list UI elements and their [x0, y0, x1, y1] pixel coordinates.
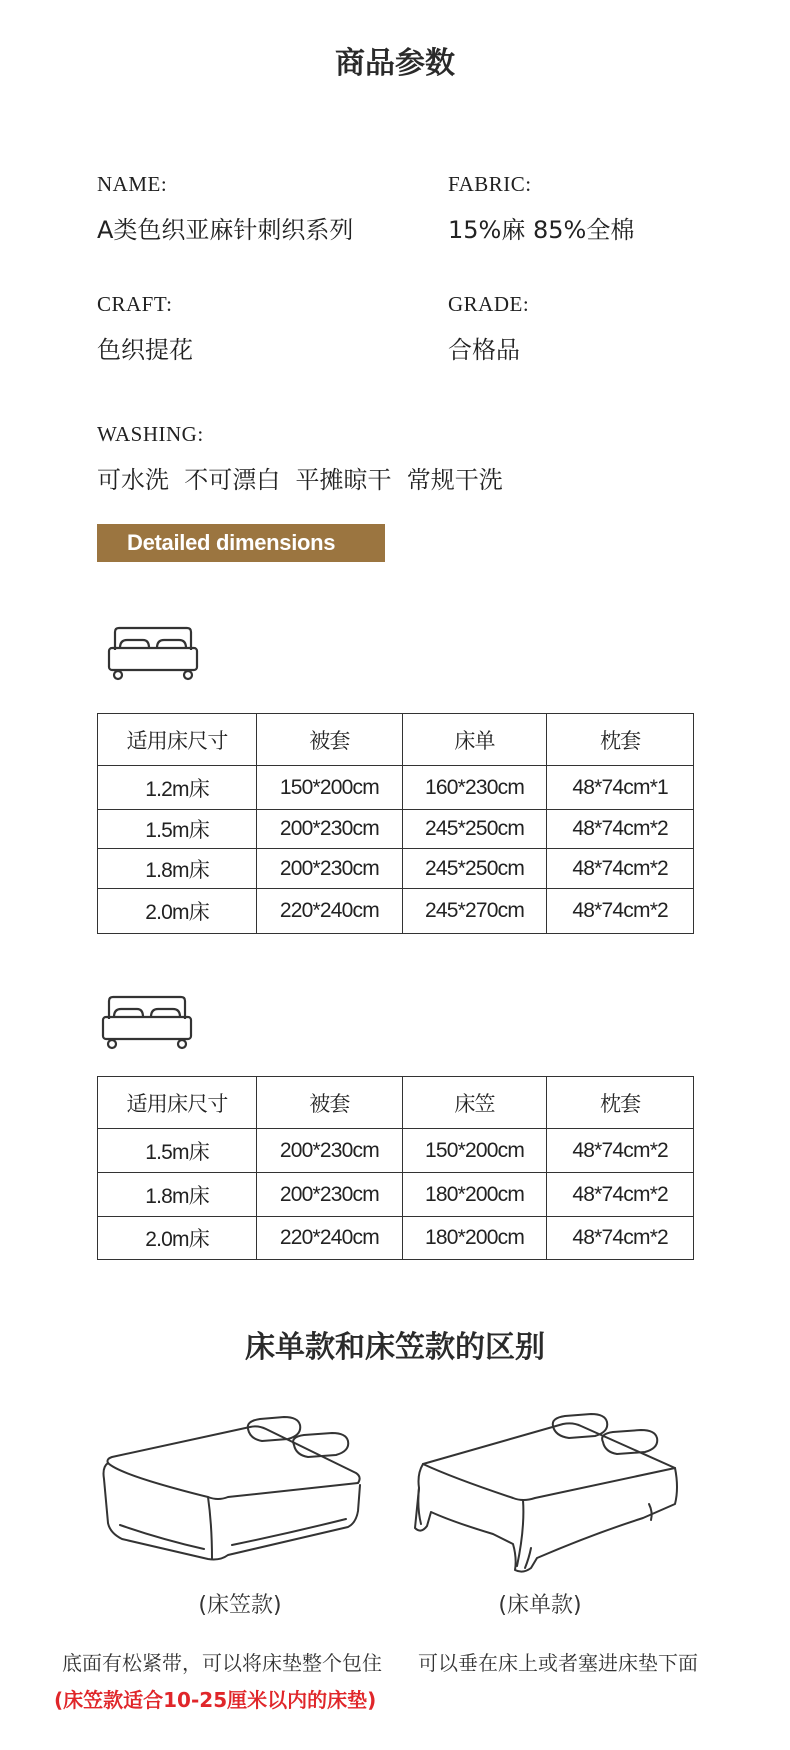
fitted-highlight: (床笠款适合10-25厘米以内的床垫) [54, 1688, 377, 1712]
table-cell: 200*230cm [257, 1129, 403, 1173]
fitted-caption: (床笠款) [198, 1593, 282, 1618]
table-row [98, 810, 694, 849]
table-cell: 1.5m床 [98, 810, 257, 849]
table-cell: 48*74cm*2 [547, 849, 694, 889]
table-row [98, 1129, 694, 1173]
table-cell: 48*74cm*2 [547, 889, 694, 934]
header-cell: 适用床尺寸 [98, 714, 257, 766]
fitted-note: 底面有松紧带，可以将床垫整个包住 [62, 1651, 382, 1675]
header-cell: 床笠 [402, 1077, 547, 1129]
table-cell: 2.0m床 [98, 889, 257, 934]
flat-caption: (床单款) [498, 1593, 582, 1618]
fitted-sheet-illustration [100, 1415, 370, 1565]
compare-title: 床单款和床笠款的区别 [245, 1330, 545, 1365]
table-cell: 48*74cm*2 [547, 1173, 694, 1217]
table-row [98, 766, 694, 810]
table-cell: 1.5m床 [98, 1129, 257, 1173]
fabric-label: FABRIC: [448, 172, 532, 196]
washing-label: WASHING: [97, 422, 204, 446]
table-cell: 1.8m床 [98, 1173, 257, 1217]
page-title: 商品参数 [335, 46, 455, 81]
table-cell: 200*230cm [257, 849, 403, 889]
table-cell: 48*74cm*2 [547, 1217, 694, 1260]
size-table-fitted [97, 1076, 694, 1260]
flat-sheet-illustration [413, 1408, 683, 1583]
flat-note: 可以垂在床上或者塞进床垫下面 [418, 1651, 698, 1675]
size-table-flat [97, 713, 694, 934]
header-cell: 被套 [257, 1077, 403, 1129]
table-cell: 1.2m床 [98, 766, 257, 810]
table-cell: 245*250cm [402, 810, 547, 849]
table-cell: 48*74cm*2 [547, 1129, 694, 1173]
bed-icon [107, 626, 199, 682]
table-cell: 48*74cm*1 [547, 766, 694, 810]
name-label: NAME: [97, 172, 168, 196]
table-cell: 160*230cm [402, 766, 547, 810]
washing-value: 可水洗 不可漂白 平摊晾干 常规干洗 [97, 466, 503, 494]
header-cell: 被套 [257, 714, 403, 766]
header-cell: 枕套 [547, 714, 694, 766]
table-row [98, 1217, 694, 1260]
craft-label: CRAFT: [97, 292, 173, 316]
table-cell: 2.0m床 [98, 1217, 257, 1260]
table-cell: 200*230cm [257, 810, 403, 849]
table-cell: 245*250cm [402, 849, 547, 889]
table-cell: 220*240cm [257, 1217, 403, 1260]
table-cell: 150*200cm [402, 1129, 547, 1173]
table-cell: 200*230cm [257, 1173, 403, 1217]
table-row [98, 889, 694, 934]
table-cell: 180*200cm [402, 1173, 547, 1217]
table-cell: 150*200cm [257, 766, 403, 810]
table-header-row [98, 1077, 694, 1129]
table-cell: 245*270cm [402, 889, 547, 934]
dimensions-banner: Detailed dimensions [97, 524, 385, 562]
table-row [98, 1173, 694, 1217]
table-cell: 48*74cm*2 [547, 810, 694, 849]
table-cell: 1.8m床 [98, 849, 257, 889]
header-cell: 适用床尺寸 [98, 1077, 257, 1129]
table-cell: 220*240cm [257, 889, 403, 934]
table-row [98, 849, 694, 889]
header-cell: 床单 [402, 714, 547, 766]
fabric-value: 15%麻 85%全棉 [448, 216, 635, 244]
bed-icon [101, 995, 193, 1051]
header-cell: 枕套 [547, 1077, 694, 1129]
grade-value: 合格品 [448, 336, 520, 364]
name-value: A类色织亚麻针刺织系列 [97, 216, 354, 244]
craft-value: 色织提花 [97, 336, 193, 364]
table-cell: 180*200cm [402, 1217, 547, 1260]
table-header-row [98, 714, 694, 766]
grade-label: GRADE: [448, 292, 530, 316]
